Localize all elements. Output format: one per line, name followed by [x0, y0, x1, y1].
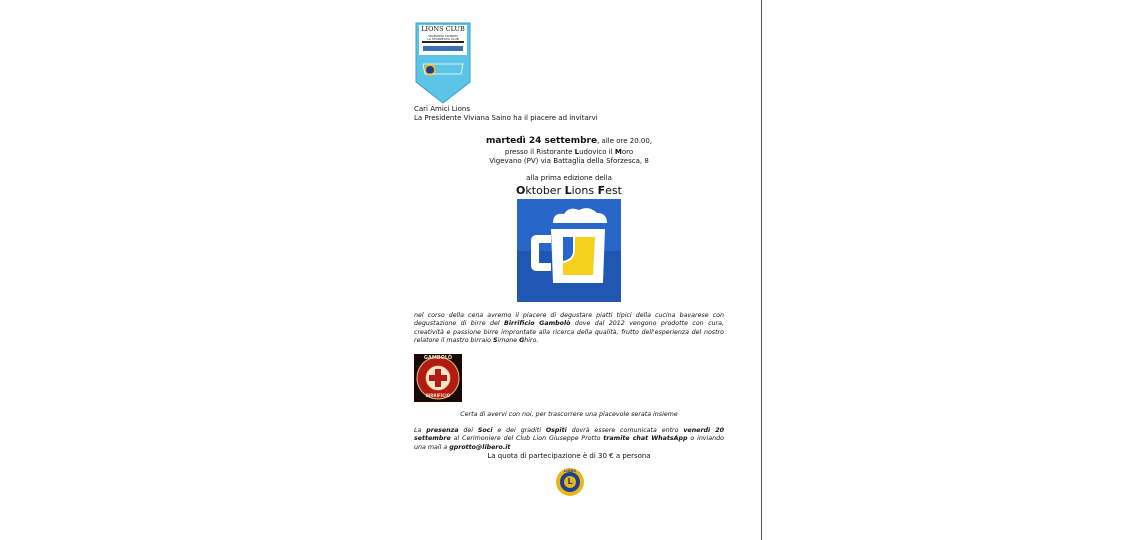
event-name: [414, 184, 724, 197]
venue-initial-1: L: [574, 148, 580, 156]
lions-emblem-letter: L: [567, 477, 573, 486]
description-text-2: dove dal 2012 vengono prodotte con cura, creatività e passione birre improntate alla ricerca della qualità, frutto dell'esperienza del nostro relatore il mastro birraio: [414, 320, 724, 345]
greeting-salutation: Cari Amici Lions: [414, 105, 471, 113]
rsvp-text-1: La: [414, 427, 427, 434]
participation-fee: La quota di partecipazione è di 30 € a persona: [487, 452, 651, 460]
brewery-logo-top-text: GAMBOLÒ: [423, 355, 453, 361]
greeting-invitation: La Presidente Viviana Saino ha il piacere ad invitarvi: [414, 114, 598, 122]
master-initial-g: G: [519, 337, 525, 345]
event-date-line: [414, 136, 724, 146]
rsvp-text-6: o inviando una mail a: [414, 435, 724, 451]
event-address: Vigevano (PV) via Battaglia della Sforzesca, 8: [489, 157, 649, 165]
lions-club-banner: [415, 22, 471, 104]
closing-line: Certa di avervi con noi, per trascorrere una piacevole serata insieme: [460, 411, 678, 418]
rsvp-text-2: dei: [458, 427, 478, 434]
rsvp-deadline: venerdì 20 settembre: [414, 427, 724, 443]
name-text-3: est: [605, 184, 622, 197]
brewery-logo-bottom-text: BIRRIFICIO: [425, 393, 451, 398]
rsvp-email-link[interactable]: gprotto@libero.it: [449, 443, 511, 451]
event-intro: alla prima edizione della: [526, 174, 612, 182]
rsvp-soci: Soci: [477, 427, 493, 434]
banner-title: LIONS CLUB: [421, 25, 465, 33]
beer-mug-icon: [517, 199, 621, 302]
master-initial-s: S: [492, 337, 498, 345]
venue-initial-2: M: [614, 148, 622, 156]
description-text-1: nel corso della cena avremo il piacere di degustare piatti tipici della cucina bavarese con degustazione di birre del: [414, 312, 724, 328]
event-venue: [414, 148, 724, 157]
rsvp-channel: tramite chat WhatsApp: [603, 435, 688, 443]
brewery-name: Birrificio Gambolò: [504, 320, 571, 328]
rsvp-ospiti: Ospiti: [545, 427, 567, 434]
name-initial-l: L: [564, 184, 572, 197]
name-initial-f: F: [597, 184, 606, 197]
rsvp-paragraph: [414, 427, 724, 452]
banner-subtitle: VIGEVANO TICINUM: [428, 34, 458, 38]
rsvp-text-4: dovrà essere comunicata entro: [566, 427, 684, 434]
venue-text-1: udovico il: [579, 148, 615, 156]
rsvp-text-5: al Cerimoniere del Club Lion Giuseppe Protto: [450, 435, 604, 443]
rsvp-presenza: presenza: [426, 427, 459, 434]
banner-subtitle-2: LA SFORZESCA CLUB: [427, 37, 459, 41]
master-text-2: hiro.: [524, 337, 539, 345]
venue-text-2: oro: [621, 148, 634, 156]
event-date: martedì 24 settembre: [485, 136, 598, 146]
name-text-1: ktober: [525, 184, 565, 197]
lions-emblem-text: LIONS: [564, 469, 576, 473]
name-initial-o: O: [516, 184, 526, 197]
name-text-2: ions: [571, 184, 598, 197]
event-time: , alle ore 20.00,: [597, 137, 653, 145]
venue-prefix: presso il Ristorante: [504, 148, 575, 156]
description-paragraph: [414, 312, 724, 346]
page-edge-divider: [761, 0, 762, 540]
rsvp-text-3: e dei graditi: [492, 427, 546, 434]
master-text-1: imone: [497, 337, 520, 345]
